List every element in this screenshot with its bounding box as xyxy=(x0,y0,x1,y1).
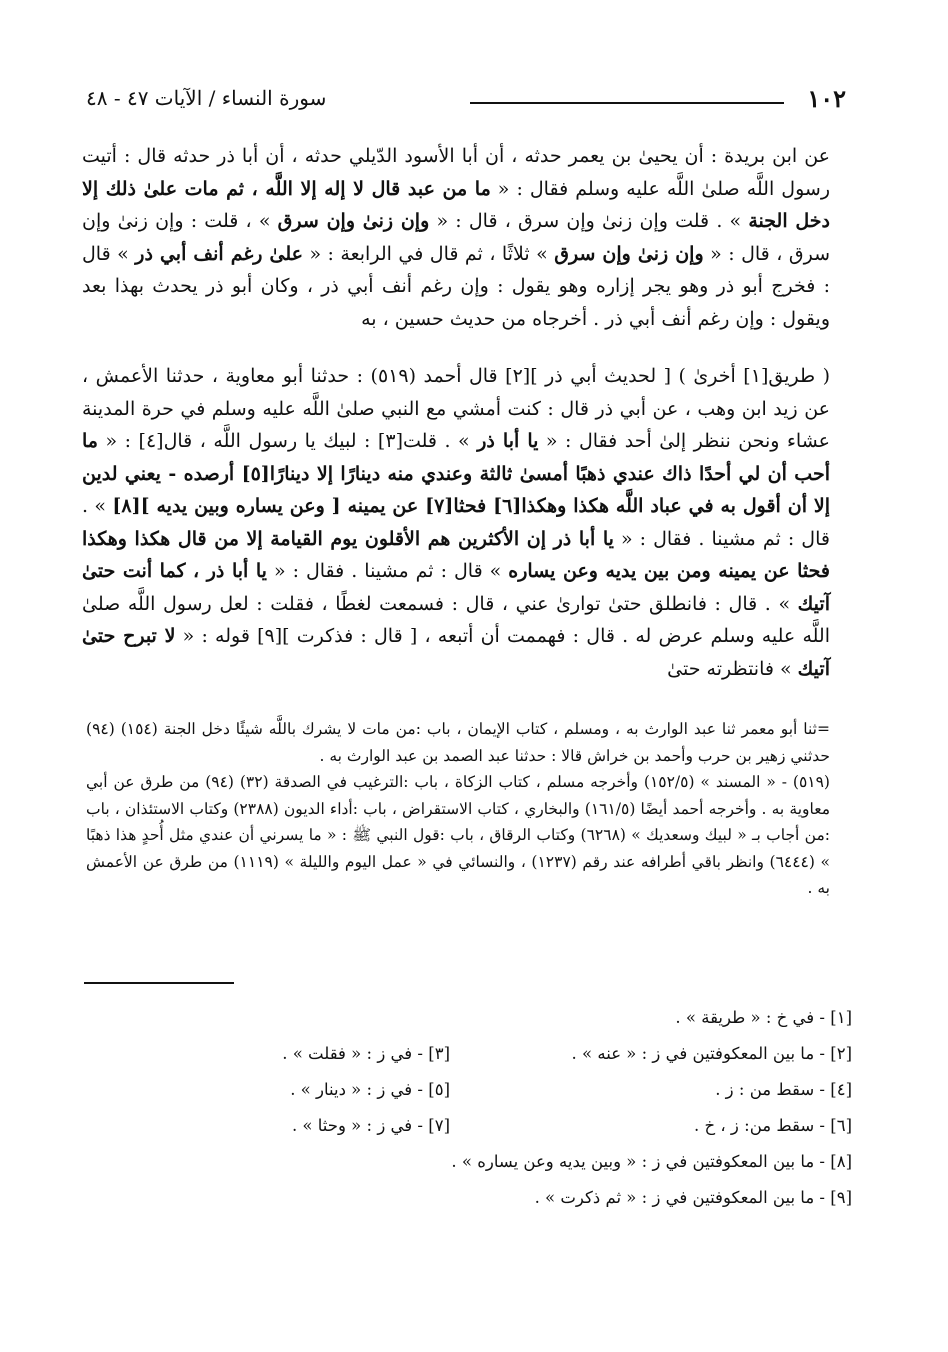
running-title: سورة النساء / الآيات ٤٧ - ٤٨ xyxy=(86,86,327,110)
text-run: » . قال : ثم مشينا . فقال : « xyxy=(82,495,830,550)
bold-quote: يا أبا ذر ، كما أنت حتىٰ آتيك xyxy=(82,560,830,615)
variant-note-3: [٣] - في ز : « فقلت » . xyxy=(282,1044,450,1063)
bold-quote: لا تبرح حتىٰ آتيك xyxy=(82,625,830,680)
footnotes xyxy=(86,716,830,902)
text-run: » قال : فخرج أبو ذر وهو يجر إزاره وهو يقول : وإن رغم أنف أبي ذر ، وكان أبو ذر يحدث بهذا بعد ويقول : وإن رغم أنف أبي ذر . أخرجاه من حديث حسين ، به xyxy=(82,242,830,330)
text-run: » . قلت[٣] : لبيك يا رسول اللَّه ، قال[٤] : « xyxy=(97,430,478,452)
footnote-519: (٥١٩) - « المسند » (١٥٢/٥) وأخرجه مسلم ، كتاب الزكاة ، باب :الترغيب في الصدقة (٣٢) (٩٤) من طرق عن أبي معاوية به . وأخرجه أحمد أيضًا (١٦١/٥) والبخاري ، كتاب الاستقراض ، باب :أداء الديون (٢٣٨٨) وكتاب الاستئذان ، باب :من أجاب بـ « لبيك وسعديك » (٦٢٦٨) وكتاب الرقاق ، باب :قول النبي ﷺ : « ما يسرني أن عندي مثل أُحدٍ هذا ذهبًا » (٦٤٤٤) وانظر باقي أطرافه عند رقم (١٢٣٧) ، والنسائي في « عمل اليوم والليلة » (١١١٩) من طرق عن الأعمش به . xyxy=(86,773,830,897)
bold-quote: ما أحب أن لي أحدًا ذاك عندي ذهبًا أمسىٰ ثالثة وعندي منه دينارًا إلا دينارًا[٥] أرصده - يعني لدين إلا أن أقول به في عباد اللَّه هكذا وهكذا[٦] فحثا[٧] عن يمينه [ وعن يساره وبين يديه ][٨] xyxy=(82,430,831,517)
variants-separator xyxy=(84,982,234,984)
page-header xyxy=(86,84,846,118)
variant-note-1: [١] - في خ : « طريقة » . xyxy=(675,1008,852,1027)
text-run: » ، قلت : وإن زنىٰ وإن سرق ، قال : « xyxy=(82,210,830,265)
text-run: ( طريق[١] أخرىٰ ) [ لحديث أبي ذر ][٢] قال أحمد (٥١٩) : حدثنا أبو معاوية ، حدثنا الأعمش ، عن زيد ابن وهب ، عن أبي ذر قال : كنت أمشي مع النبي صلىٰ اللَّه عليه وسلم في حرة المدينة عشاء ونحن ننظر إلىٰ أحد فقال : « xyxy=(82,365,830,452)
variant-note-6: [٦] - سقط من: ز ، خ . xyxy=(693,1116,852,1135)
variant-note-2: [٢] - ما بين المعكوفتين في ز : « عنه » . xyxy=(571,1044,852,1063)
bold-quote: ما من عبد قال لا إله إلا اللَّه ، ثم مات علىٰ ذلك إلا دخل الجنة xyxy=(82,177,830,232)
text-run: » فانتظرته حتىٰ xyxy=(667,657,798,680)
page-number: ١٠٢ xyxy=(807,84,846,113)
bold-quote: وإن زنىٰ وإن سرق xyxy=(554,242,704,265)
variant-note-5: [٥] - في ز : « دينار » . xyxy=(290,1080,450,1099)
paragraph-hadith-1 xyxy=(82,140,830,335)
text-run: عن ابن بريدة : أن يحيىٰ بن يعمر حدثه ، أن أبا الأسود الدّيلي حدثه ، أن أبا ذر حدثه قال : أتيت رسول اللَّه صلىٰ اللَّه عليه وسلم فقال : « xyxy=(82,145,831,200)
paragraph-hadith-2 xyxy=(82,360,830,685)
text-run: » قال : ثم مشينا . فقال : « xyxy=(266,560,509,582)
variant-note-7: [٧] - في ز : « وحثا » . xyxy=(291,1116,450,1135)
text-run: » . قال : فانطلق حتىٰ توارىٰ عني ، قال : فسمعت لغطًا ، فقلت : لعل رسول اللَّه صلىٰ اللَّه عليه وسلم عرض له . قال : فهممت أن أتبعه ، [ قال : فذكرت ][٩] قوله : « xyxy=(82,592,830,647)
text-run: » . قلت وإن زنىٰ وإن سرق ، قال : « xyxy=(429,210,749,232)
header-rule xyxy=(470,102,784,104)
bold-quote: علىٰ رغم أنف أبي ذر xyxy=(135,242,303,265)
variant-note-8: [٨] - ما بين المعكوفتين في ز : « وبين يديه وعن يساره » . xyxy=(451,1152,852,1171)
variant-note-4: [٤] - سقط من : ز . xyxy=(715,1080,852,1099)
bold-quote: يا أبا ذر xyxy=(477,430,539,452)
bold-quote: يا أبا ذر إن الأكثرين هم الأقلون يوم القيامة إلا من قال هكذا وهكذا فحثا عن يمينه ومن بين يديه وعن يساره xyxy=(82,527,830,582)
variant-note-9: [٩] - ما بين المعكوفتين في ز : « ثم ذكرت » . xyxy=(534,1188,852,1207)
footnote-continued: =ثنا أبو معمر ثنا عبد الوارث به ، ومسلم ، كتاب الإيمان ، باب :من مات لا يشرك باللَّه شيئًا دخل الجنة (١٥٤) (٩٤) حدثني زهير بن حرب وأحمد بن خراش قالا : حدثنا عبد الصمد بن عبد الوارث به . xyxy=(86,720,830,765)
text-run: » ثلاثًا ، ثم قال في الرابعة : « xyxy=(302,242,555,265)
bold-quote: وإن زنىٰ وإن سرق xyxy=(277,210,430,232)
